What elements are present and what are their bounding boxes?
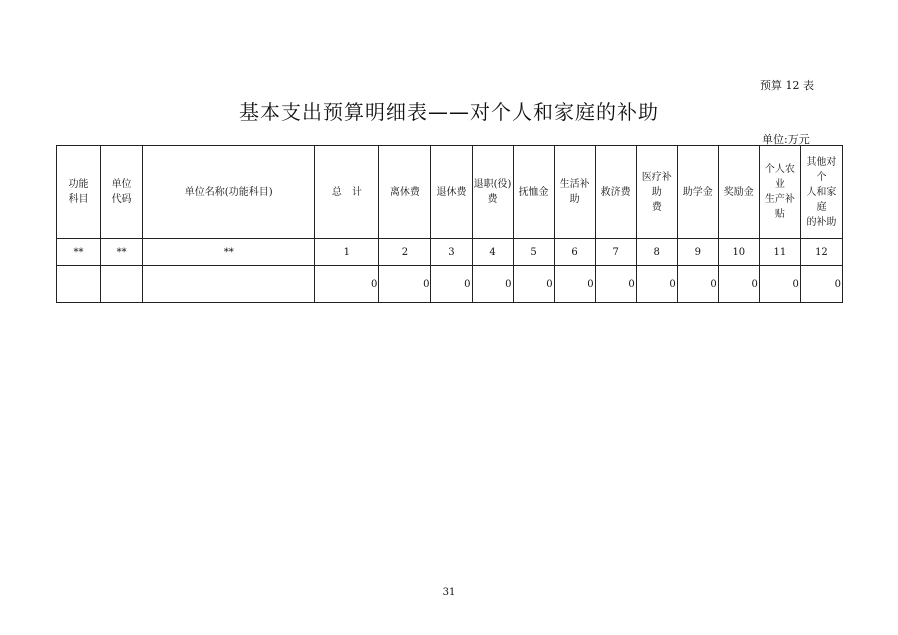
subsidy-table	[56, 145, 843, 303]
data-cell: 0	[472, 266, 513, 303]
column-index-cell: 2	[379, 239, 431, 266]
data-cell	[143, 266, 315, 303]
header-cell: 医疗补助 费	[636, 146, 677, 239]
column-index-cell: 11	[759, 239, 800, 266]
header-cell: 救济费	[595, 146, 636, 239]
column-index-cell: 5	[513, 239, 554, 266]
header-cell: 总 计	[315, 146, 379, 239]
data-cell: 0	[431, 266, 472, 303]
header-cell: 退职(役) 费	[472, 146, 513, 239]
column-index-cell: 9	[677, 239, 718, 266]
page-number: 31	[442, 587, 456, 598]
data-cell: 0	[718, 266, 759, 303]
column-index-cell: 10	[718, 239, 759, 266]
table-number: 预算 12 表	[760, 79, 814, 92]
column-index-cell: 7	[595, 239, 636, 266]
column-index-cell: 4	[472, 239, 513, 266]
column-index-cell: 1	[315, 239, 379, 266]
header-cell: 助学金	[677, 146, 718, 239]
data-cell: 0	[554, 266, 595, 303]
header-cell: 离休费	[379, 146, 431, 239]
data-cell: 0	[513, 266, 554, 303]
header-cell: 生活补助	[554, 146, 595, 239]
data-cell: 0	[595, 266, 636, 303]
data-cell	[57, 266, 101, 303]
data-cell: 0	[379, 266, 431, 303]
header-cell: 个人农业 生产补贴	[759, 146, 800, 239]
column-index-cell: 6	[554, 239, 595, 266]
column-index-cell: **	[101, 239, 143, 266]
header-cell: 退休费	[431, 146, 472, 239]
column-index-cell: 12	[800, 239, 842, 266]
unit-label: 单位:万元	[762, 133, 810, 146]
data-cell: 0	[636, 266, 677, 303]
data-cell	[101, 266, 143, 303]
data-cell: 0	[800, 266, 842, 303]
column-index-cell: 3	[431, 239, 472, 266]
data-cell: 0	[315, 266, 379, 303]
header-cell: 单位名称(功能科目)	[143, 146, 315, 239]
header-cell: 功能 科目	[57, 146, 101, 239]
header-cell: 奖励金	[718, 146, 759, 239]
header-cell: 其他对个 人和家庭 的补助	[800, 146, 842, 239]
data-cell: 0	[759, 266, 800, 303]
data-cell: 0	[677, 266, 718, 303]
page-title: 基本支出预算明细表——对个人和家庭的补助	[239, 100, 659, 124]
table-row	[57, 266, 843, 303]
header-cell: 单位 代码	[101, 146, 143, 239]
column-index-cell: **	[57, 239, 101, 266]
column-index-cell: **	[143, 239, 315, 266]
column-index-cell: 8	[636, 239, 677, 266]
header-cell: 抚恤金	[513, 146, 554, 239]
